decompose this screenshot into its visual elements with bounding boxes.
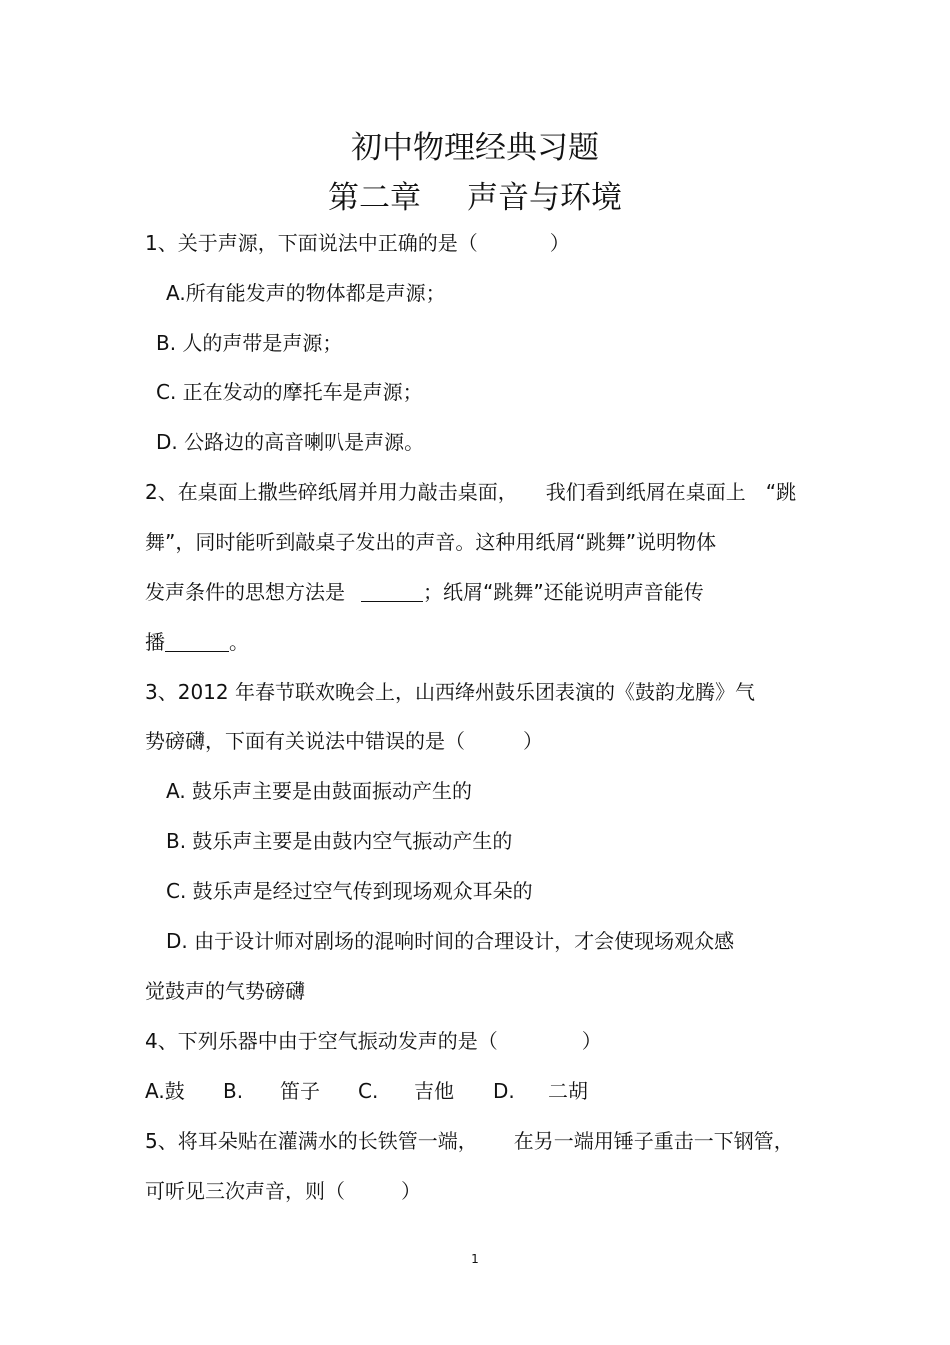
chapter-label: 第二章 xyxy=(328,180,421,216)
chapter-heading xyxy=(0,172,950,217)
answer-blank-2[interactable] xyxy=(165,631,229,652)
question-3-line-2: 势磅礴，下面有关说法中错误的是（ ） xyxy=(145,729,543,753)
answer-blank-1[interactable] xyxy=(361,581,423,602)
question-2-line-2: 舞”，同时能听到敲桌子发出的声音。这种用纸屑“跳舞”说明物体 xyxy=(145,530,717,554)
question-4-option-d-letter: D. xyxy=(493,1079,515,1103)
question-3-option-c: C. 鼓乐声是经过空气传到现场观众耳朵的 xyxy=(166,879,533,903)
question-3-option-d: D. 由于设计师对剧场的混响时间的合理设计，才会使现场观众感 xyxy=(166,929,735,953)
question-4-option-b-letter: B. xyxy=(223,1079,244,1103)
question-2-line-1: 2、在桌面上撒些碎纸屑并用力敲击桌面， 我们看到纸屑在桌面上 “跳 xyxy=(145,480,797,504)
question-3-option-d-continued: 觉鼓声的气势磅礴 xyxy=(145,979,305,1003)
question-3-option-b: B. 鼓乐声主要是由鼓内空气振动产生的 xyxy=(166,829,513,853)
question-4-option-c-letter: C. xyxy=(358,1079,379,1103)
question-1-option-b: B. 人的声带是声源； xyxy=(156,331,343,355)
question-1-option-d: D. 公路边的高音喇叭是声源。 xyxy=(156,430,425,454)
question-1-stem: 1、关于声源，下面说法中正确的是（ ） xyxy=(145,231,570,255)
question-2-line-3: 发声条件的思想方法是 ；纸屑“跳舞”还能说明声音能传 xyxy=(145,580,704,604)
question-4-option-b: 笛子 xyxy=(280,1079,320,1103)
chapter-name: 声音与环境 xyxy=(467,180,622,216)
question-1-option-a: A.所有能发声的物体都是声源； xyxy=(166,281,446,305)
question-5-line-2: 可听见三次声音，则（ ） xyxy=(145,1179,421,1203)
question-5-line-1: 5、将耳朵贴在灌满水的长铁管一端， 在另一端用锤子重击一下钢管， xyxy=(145,1129,794,1153)
question-3-line-1: 3、2012 年春节联欢晚会上，山西绛州鼓乐团表演的《鼓韵龙腾》气 xyxy=(145,680,755,704)
question-2-line-4: 播 。 xyxy=(145,630,249,654)
question-4-stem: 4、下列乐器中由于空气振动发声的是（ ） xyxy=(145,1029,602,1053)
question-4-option-a: A.鼓 xyxy=(145,1079,185,1103)
document-title: 初中物理经典习题 xyxy=(351,130,599,166)
question-1-option-c: C. 正在发动的摩托车是声源； xyxy=(156,380,423,404)
question-3-option-a: A. 鼓乐声主要是由鼓面振动产生的 xyxy=(166,779,473,803)
question-4-option-d: 二胡 xyxy=(548,1079,588,1103)
page-number: 1 xyxy=(471,1252,479,1266)
question-4-option-c: 吉他 xyxy=(414,1079,454,1103)
